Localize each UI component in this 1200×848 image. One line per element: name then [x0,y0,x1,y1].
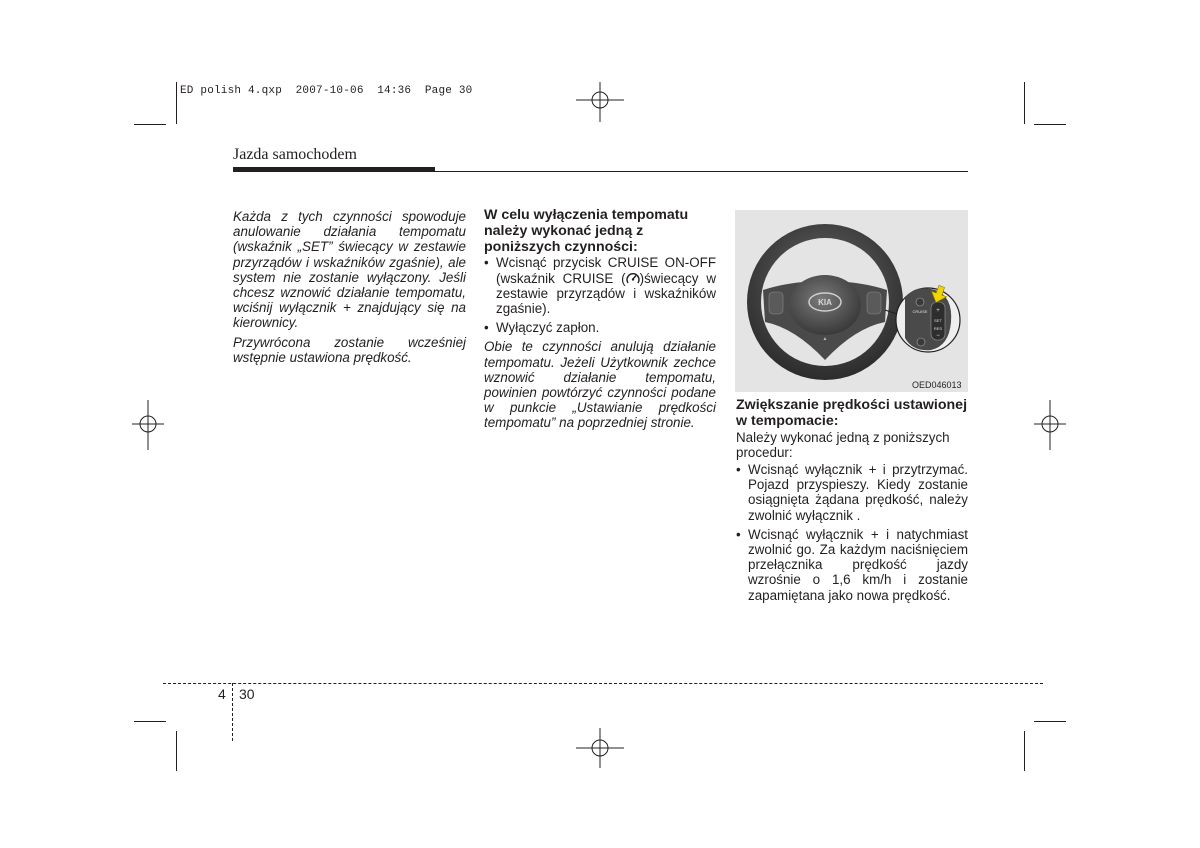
list-item [736,527,968,603]
chapter-number: 4 [218,686,226,702]
section-title: Jazda samochodem [233,146,357,163]
registration-mark-left [128,398,168,454]
button-label-res: RES [933,326,943,331]
steering-wheel-figure [735,210,968,392]
svg-text:▲: ▲ [822,336,828,342]
registration-mark-top [570,78,630,124]
svg-text:KIA: KIA [818,298,832,307]
left-column [233,209,466,365]
middle-bullet-list [484,255,716,335]
list-item [736,462,968,523]
printer-slug: ED polish 4.qxp 2007-10-06 14:36 Page 30 [180,85,473,97]
left-paragraph-2: Przywrócona zostanie wcześniej wstępnie ustawiona prędkość. [233,334,466,365]
right-intro: Należy wykonać jedną z poniższych procedur: [736,429,950,460]
page-number: 30 [239,686,255,702]
middle-bullet-1-part-1: Wcisnąć przycisk CRUISE ON-OFF (wskaźnik CRUISE ( [496,255,716,286]
list-item [484,255,716,316]
button-label-set: SET [934,318,942,323]
right-column [736,398,968,607]
header-rule-thin [233,171,968,172]
footer-rule [163,683,1043,684]
registration-mark-right [1030,398,1070,454]
middle-column [484,208,716,431]
middle-note: Obie te czynności anulują działanie tempomatu. Jeżeli Użytkownik zechce wznowić działanie tempomatu, powinien powtórzyć czynności podane w punkcie „Ustawianie prędkości tempomatu” na poprzedniej stronie. [484,339,716,431]
button-label-minus: − [936,333,940,339]
page-number-divider [232,683,233,741]
left-paragraph-1: Każda z tych czynności spowoduje anulowanie działania tempomatu (wskaźnik „SET” świecący w zestawie przyrządów i wskaźników zgaśnie), ale system nie zostanie wyłączony. Jeśli chcesz wznowić działanie tempomatu, wciśnij wyłącznik + znajdujący się na kierownicy. [233,209,466,331]
button-label-cruise: CRUISE [912,309,928,314]
right-bullet-list [736,462,968,603]
registration-mark-bottom [570,726,630,772]
steering-wheel-illustration [735,210,968,392]
cruise-indicator-icon [626,272,640,285]
middle-bullet-1-part-2: )świecący w zestawie przyrządów i wskaźników zgaśnie). [496,270,716,316]
right-heading: Zwiększanie prędkości ustawionej w tempomacie: [736,397,968,429]
button-label-plus: + [936,308,940,314]
list-item [484,320,716,335]
figure-caption: OED046013 [912,380,962,390]
middle-bullet-2: Wyłączyć zapłon. [496,320,600,336]
middle-heading: W celu wyłączenia tempomatu należy wykonać jedną z poniższych czynności: [484,207,689,255]
right-bullet-1: Wcisnąć wyłącznik + i przytrzymać. Pojazd przyspieszy. Kiedy zostanie osiągnięta żądana prędkość, należy zwolnić wyłącznik . [748,462,968,523]
right-bullet-2: Wcisnąć wyłącznik + i natychmiast zwolnić go. Za każdym naciśnięciem przełącznika prędkość jazdy wzrośnie o 1,6 km/h i zostanie zapamiętana jako nowa prędkość. [748,526,968,603]
